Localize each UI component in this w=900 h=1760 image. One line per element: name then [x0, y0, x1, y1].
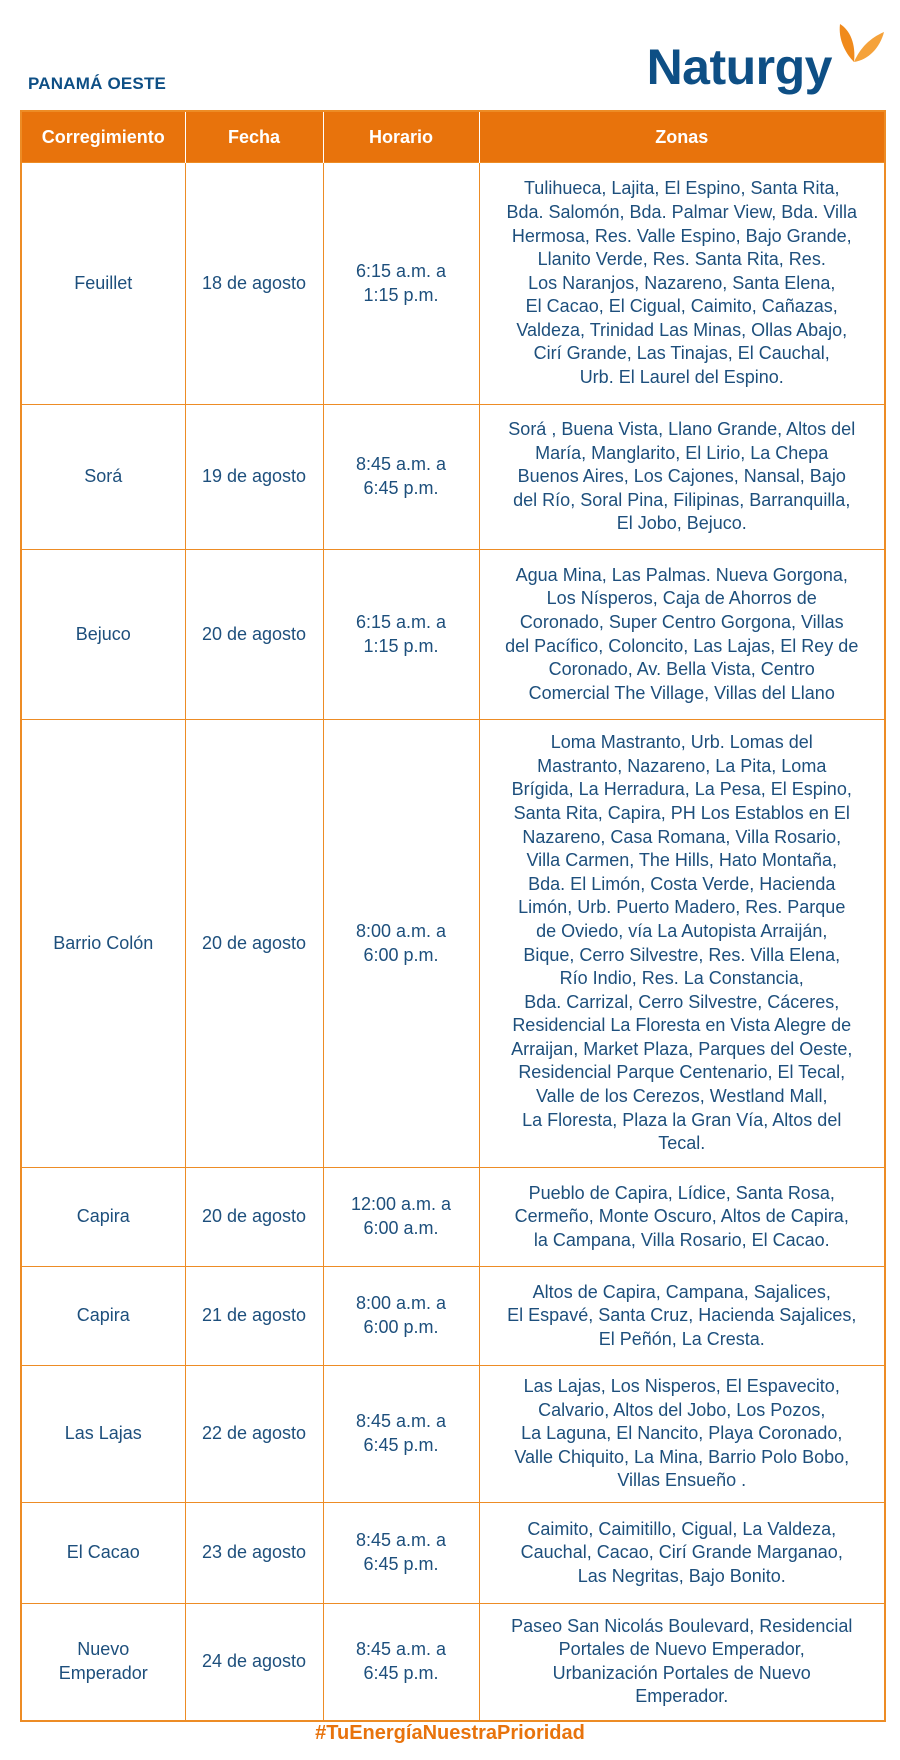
cell-corregimiento: Bejuco [21, 550, 185, 720]
horario-line: 8:45 a.m. a [355, 1411, 447, 1432]
zona-line: María, Manglarito, El Lirio, La Chepa [535, 442, 829, 463]
zona-line: Residencial Parque Centenario, El Tecal, [518, 1062, 846, 1083]
zona-line: Pueblo de Capira, Lídice, Santa Rosa, [528, 1182, 835, 1203]
zona-line: El Jobo, Bejuco. [616, 513, 747, 534]
cell-fecha: 23 de agosto [185, 1503, 323, 1604]
zona-line: Arraijan, Market Plaza, Parques del Oeste, [511, 1038, 853, 1059]
table-row [21, 1366, 885, 1503]
horario-line: 6:45 p.m. [363, 478, 439, 498]
zona-line: Las Lajas, Los Nisperos, El Espavecito, [523, 1376, 840, 1397]
horario-line: 12:00 a.m. a [350, 1194, 452, 1215]
cell-corregimiento: Las Lajas [21, 1366, 185, 1503]
zona-line: Villas Ensueño . [617, 1470, 747, 1491]
table-row [21, 550, 885, 720]
zona-line: Cauchal, Cacao, Cirí Grande Marganao, [520, 1542, 843, 1563]
cell-corregimiento: Sorá [21, 405, 185, 550]
cell-zonas [479, 1168, 885, 1267]
cell-fecha: 20 de agosto [185, 550, 323, 720]
header-zonas: Zonas [479, 111, 885, 163]
table-row [21, 720, 885, 1168]
zona-line: Los Nísperos, Caja de Ahorros de [546, 588, 817, 609]
horario-line: 1:15 p.m. [363, 635, 439, 656]
cell-corregimiento: Capira [21, 1267, 185, 1366]
cell-zonas [479, 1503, 885, 1604]
schedule-table [20, 110, 886, 1722]
header-fecha: Fecha [185, 111, 323, 163]
zona-line: Emperador. [635, 1686, 729, 1707]
zona-line: Residencial La Floresta en Vista Alegre de [512, 1015, 852, 1036]
zona-line: del Río, Soral Pina, Filipinas, Barranquilla, [513, 489, 851, 510]
zona-line: Llanito Verde, Res. Santa Rita, Res. [537, 249, 826, 270]
zona-line: Altos de Capira, Campana, Sajalices, [532, 1281, 831, 1302]
horario-line: 8:45 a.m. a [355, 1639, 447, 1660]
cell-horario [323, 405, 479, 550]
table-row [21, 1503, 885, 1604]
zona-line: Comercial The Village, Villas del Llano [528, 682, 835, 703]
region-title: PANAMÁ OESTE [28, 74, 167, 93]
cell-horario [323, 163, 479, 405]
cell-fecha: 20 de agosto [185, 720, 323, 1168]
zona-line: de Oviedo, vía La Autopista Arraiján, [536, 920, 828, 941]
cell-fecha: 20 de agosto [185, 1168, 323, 1267]
zona-line: Sorá , Buena Vista, Llano Grande, Altos del [508, 419, 856, 440]
zona-line: Tecal. [658, 1133, 706, 1154]
cell-zonas [479, 1366, 885, 1503]
zona-line: Valle Chiquito, La Mina, Barrio Polo Bobo, [514, 1446, 850, 1467]
cell-horario [323, 1366, 479, 1503]
horario-line: 6:00 p.m. [363, 944, 439, 965]
horario-line: 6:00 a.m. [363, 1218, 439, 1238]
zona-line: Caimito, Caimitillo, Cigual, La Valdeza, [527, 1518, 837, 1539]
zona-line: Valle de los Cerezos, Westland Mall, [536, 1086, 828, 1107]
zona-line: del Pacífico, Coloncito, Las Lajas, El Rey de [505, 635, 859, 656]
horario-line: 8:45 a.m. a [355, 1530, 447, 1551]
cell-zonas [479, 550, 885, 720]
cell-horario [323, 550, 479, 720]
butterfly-icon [834, 22, 886, 74]
zona-line: Tulihueca, Lajita, El Espino, Santa Rita, [523, 178, 840, 199]
table-row [21, 405, 885, 550]
zona-line: Urbanización Portales de Nuevo [552, 1662, 811, 1683]
horario-line: 1:15 p.m. [363, 284, 439, 305]
cell-horario [323, 720, 479, 1168]
horario-line: 6:15 a.m. a [355, 260, 447, 281]
cell-corregimiento: Feuillet [21, 163, 185, 405]
zona-line: Paseo San Nicolás Boulevard, Residencial [511, 1615, 853, 1636]
cell-zonas [479, 163, 885, 405]
zona-line: El Espavé, Santa Cruz, Hacienda Sajalices, [507, 1305, 857, 1326]
zona-line: Hermosa, Res. Valle Espino, Bajo Grande, [511, 225, 852, 246]
zona-line: Valdeza, Trinidad Las Minas, Ollas Abajo, [516, 319, 848, 340]
cell-horario [323, 1503, 479, 1604]
zona-line: Cirí Grande, Las Tinajas, El Cauchal, [533, 343, 830, 364]
horario-line: 8:45 a.m. a [355, 454, 447, 475]
cell-horario [323, 1168, 479, 1267]
horario-line: 6:00 p.m. [363, 1317, 439, 1337]
zona-line: Loma Mastranto, Urb. Lomas del [550, 732, 813, 753]
zona-line: Bique, Cerro Silvestre, Res. Villa Elena, [523, 944, 841, 965]
cell-fecha: 19 de agosto [185, 405, 323, 550]
cell-zonas [479, 1267, 885, 1366]
zona-line: Los Naranjos, Nazareno, Santa Elena, [528, 272, 836, 293]
cell-zonas [479, 405, 885, 550]
zona-line: la Campana, Villa Rosario, El Cacao. [533, 1229, 830, 1250]
zona-line: Río Indio, Res. La Constancia, [559, 968, 804, 989]
horario-line: 6:15 a.m. a [355, 611, 447, 632]
zona-line: Mastranto, Nazareno, La Pita, Loma [537, 755, 827, 776]
zona-line: Cermeño, Monte Oscuro, Altos de Capira, [514, 1206, 849, 1227]
zona-line: Bda. El Limón, Costa Verde, Hacienda [528, 873, 836, 894]
zona-line: Bda. Carrizal, Cerro Silvestre, Cáceres, [524, 991, 840, 1012]
cell-fecha: 22 de agosto [185, 1366, 323, 1503]
header-corregimiento: Corregimiento [21, 111, 185, 163]
table-row [21, 1604, 885, 1721]
brand-wordmark: Naturgy [646, 39, 832, 95]
zona-line: Buenos Aires, Los Cajones, Nansal, Bajo [517, 466, 846, 487]
zona-line: Brígida, La Herradura, La Pesa, El Espino, [511, 779, 852, 800]
cell-zonas [479, 1604, 885, 1721]
cell-corregimiento: Barrio Colón [21, 720, 185, 1168]
horario-line: 8:00 a.m. a [355, 920, 447, 941]
zona-line: Calvario, Altos del Jobo, Los Pozos, [538, 1399, 826, 1420]
cell-corregimiento: Nuevo Emperador [21, 1604, 185, 1721]
table-row [21, 163, 885, 405]
table-row [21, 1267, 885, 1366]
zona-line: Urb. El Laurel del Espino. [579, 367, 784, 388]
horario-line: 6:45 p.m. [363, 1435, 439, 1455]
cell-corregimiento: Capira [21, 1168, 185, 1267]
cell-fecha: 18 de agosto [185, 163, 323, 405]
horario-line: 6:45 p.m. [363, 1554, 439, 1574]
zona-line: El Peñón, La Cresta. [598, 1328, 765, 1349]
zona-line: La Laguna, El Nancito, Playa Coronado, [521, 1423, 843, 1444]
cell-fecha: 24 de agosto [185, 1604, 323, 1721]
cell-corregimiento: El Cacao [21, 1503, 185, 1604]
zona-line: Las Negritas, Bajo Bonito. [577, 1565, 786, 1586]
zona-line: Bda. Salomón, Bda. Palmar View, Bda. Villa [506, 201, 858, 222]
zona-line: Nazareno, Casa Romana, Villa Rosario, [522, 826, 842, 847]
horario-line: 6:45 p.m. [363, 1662, 439, 1683]
zona-line: El Cacao, El Cigual, Caimito, Cañazas, [525, 296, 838, 317]
header-horario: Horario [323, 111, 479, 163]
cell-fecha: 21 de agosto [185, 1267, 323, 1366]
cell-zonas [479, 720, 885, 1168]
cell-horario [323, 1267, 479, 1366]
zona-line: Coronado, Av. Bella Vista, Centro [548, 659, 815, 680]
zona-line: Coronado, Super Centro Gorgona, Villas [519, 611, 844, 632]
brand-logo [646, 22, 886, 95]
zona-line: Santa Rita, Capira, PH Los Establos en El [513, 802, 850, 823]
table-header-row [21, 111, 885, 163]
zona-line: La Floresta, Plaza la Gran Vía, Altos del [522, 1109, 842, 1130]
zona-line: Portales de Nuevo Emperador, [558, 1639, 805, 1660]
zona-line: Agua Mina, Las Palmas. Nueva Gorgona, [515, 564, 848, 585]
horario-line: 8:00 a.m. a [355, 1293, 447, 1314]
cell-horario [323, 1604, 479, 1721]
table-row [21, 1168, 885, 1267]
footer-hashtag: #TuEnergíaNuestraPrioridad [315, 1722, 585, 1744]
zona-line: Limón, Urb. Puerto Madero, Res. Parque [518, 897, 846, 918]
zona-line: Villa Carmen, The Hills, Hato Montaña, [526, 850, 837, 871]
